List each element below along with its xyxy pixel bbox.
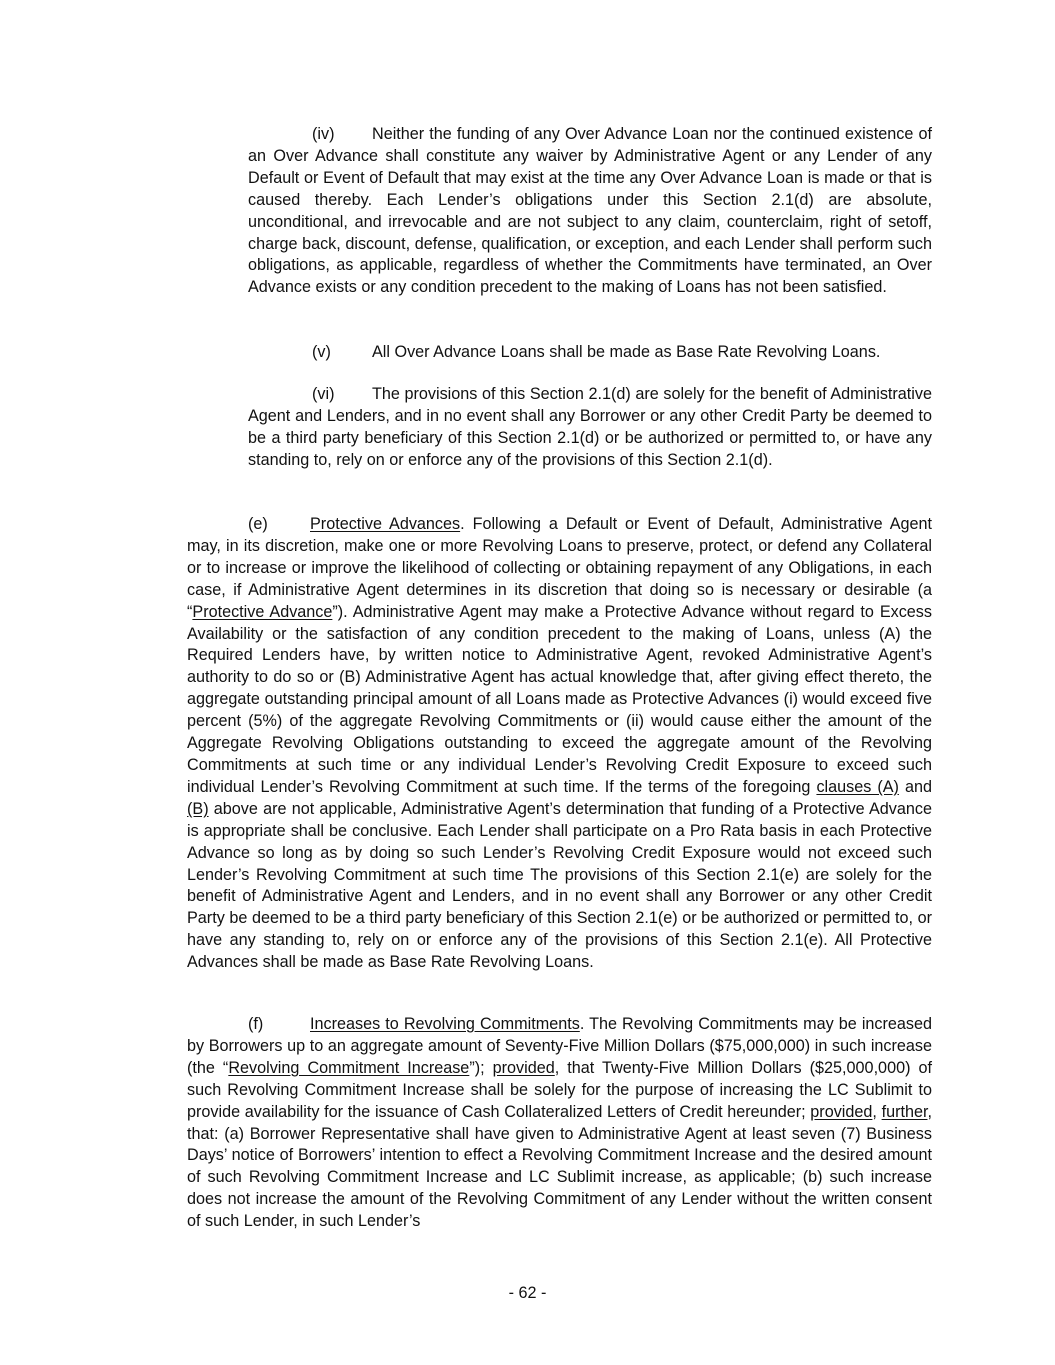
section-text: ”). Administrative Agent may make a Protective Advance without regard to Excess Availability or the satisfaction of any condition precedent to the making of Loans, unless (A) the Required Lenders have, by written notice to Administrative Agent, revoked Administrative Agent’s authority to do so or (B) Administrative Agent has actual knowledge that, after giving effect thereto, the aggregate outstanding principal amount of all Loans made as Protective Advances (i) would exceed five percent (5%) of the aggregate Revolving Commitments or (ii) would cause either the amount of the Aggregate Revolving Obligations outstanding to exceed the aggregate amount of the Revolving Commitments at such time or any individual Lender’s Revolving Credit Exposure to exceed such individual Lender’s Revolving Commitment at such time. If the terms of the foregoing: [187, 602, 932, 796]
section-text: ”);: [469, 1058, 493, 1077]
paragraph-iv: [248, 124, 932, 299]
section-number: (f): [248, 1015, 264, 1033]
section-number: (e): [248, 515, 268, 533]
proviso-term: provided: [810, 1102, 873, 1121]
section-text: above are not applicable, Administrative Agent’s determination that funding of a Protective Advance is appropriate shall be conclusive. Each Lender shall participate on a Pro Rata basis in each Protective Advance so long as by doing so such Lender’s Revolving Credit Exposure would not exceed such Lender’s Revolving Commitment at such time The provisions of this Section 2.1(e) are solely for the benefit of Administrative Agent and Lenders, and in no event shall any Borrower or any other Credit Party be deemed to be a third party beneficiary of this Section 2.1(e) or be authorized or permitted to, or have any standing to, rely on or enforce any of the provisions of this Section 2.1(e). All Protective Advances shall be made as Base Rate Revolving Loans.: [187, 799, 932, 972]
defined-term: Revolving Commitment Increase: [228, 1058, 470, 1077]
section-increases-to-revolving-commitments: [187, 1014, 932, 1233]
section-text: . The Revolving Commitments may be increased by Borrowers up to an aggregate amount of Seventy-Five Million Dollars ($75,000,000) in such increase (the “: [187, 1015, 933, 1077]
paragraph-text: Neither the funding of any Over Advance Loan nor the continued existence of an Over Advance shall constitute any waiver by Administrative Agent or any Lender of any Default or Event of Default that may exist at the time any Over Advance Loan is made or that is caused thereby. Each Lender’s obligations under this Section 2.1(d) are absolute, unconditional, and irrevocable and are not subject to any claim, counterclaim, right of setoff, charge back, discount, defense, qualification, or exception, and each Lender shall perform such obligations, as applicable, regardless of whether the Commitments have terminated, an Over Advance exists or any condition precedent to the making of Loans has not been satisfied.: [248, 125, 932, 297]
section-protective-advances: [187, 514, 932, 974]
section-text: , that: (a) Borrower Representative shall have given to Administrative Agent at least seven (7) Business Days’ notice of Borrowers’ intention to effect a Revolving Commitment Increase and the desired amount of such Revolving Commitment Increase and LC Sublimit increase, as applicable; (b) such increase does not increase the amount of the Revolving Commitment of any Lender without the written consent of such Lender, in such Lender’s: [187, 1102, 932, 1231]
section-text: ,: [872, 1102, 882, 1121]
paragraph-number: (iv): [312, 125, 335, 143]
proviso-term: further: [881, 1102, 928, 1121]
paragraph-vi: [248, 384, 932, 472]
clause-reference-a: clauses (A): [816, 777, 899, 796]
paragraph-v: [248, 342, 932, 364]
defined-term: Protective Advance: [192, 602, 333, 621]
clause-reference-b: (B): [187, 799, 209, 818]
section-heading: Increases to Revolving Commitments: [310, 1015, 580, 1033]
paragraph-number: (vi): [312, 385, 335, 403]
proviso-term: provided: [492, 1058, 555, 1077]
section-text: , that Twenty-Five Million Dollars ($25,000,000) of such Revolving Commitment Increase shall be solely for the purpose of increasing the LC Sublimit to provide availability for the issuance of Cash Collateralized Letters of Credit hereunder;: [187, 1058, 932, 1121]
paragraph-number: (v): [312, 343, 331, 361]
paragraph-text: The provisions of this Section 2.1(d) are solely for the benefit of Administrative Agent and Lenders, and in no event shall any Borrower or any other Credit Party be deemed to be a third party beneficiary of this Section 2.1(d) or be authorized or permitted to, or have any standing to, rely on or enforce any of the provisions of this Section 2.1(d).: [248, 385, 932, 469]
section-text: . Following a Default or Event of Default, Administrative Agent may, in its discretion, make one or more Revolving Loans to preserve, protect, or defend any Collateral or to increase or improve the likelihood of collecting or obtaining repayment of any Obligations, in each case, if Administrative Agent determines in its discretion that doing so is necessary or desirable (a “: [187, 515, 933, 621]
page-number: - 62 -: [508, 1284, 547, 1302]
paragraph-text: All Over Advance Loans shall be made as Base Rate Revolving Loans.: [372, 343, 881, 361]
section-heading: Protective Advances: [310, 515, 461, 533]
section-text: and: [898, 777, 932, 796]
